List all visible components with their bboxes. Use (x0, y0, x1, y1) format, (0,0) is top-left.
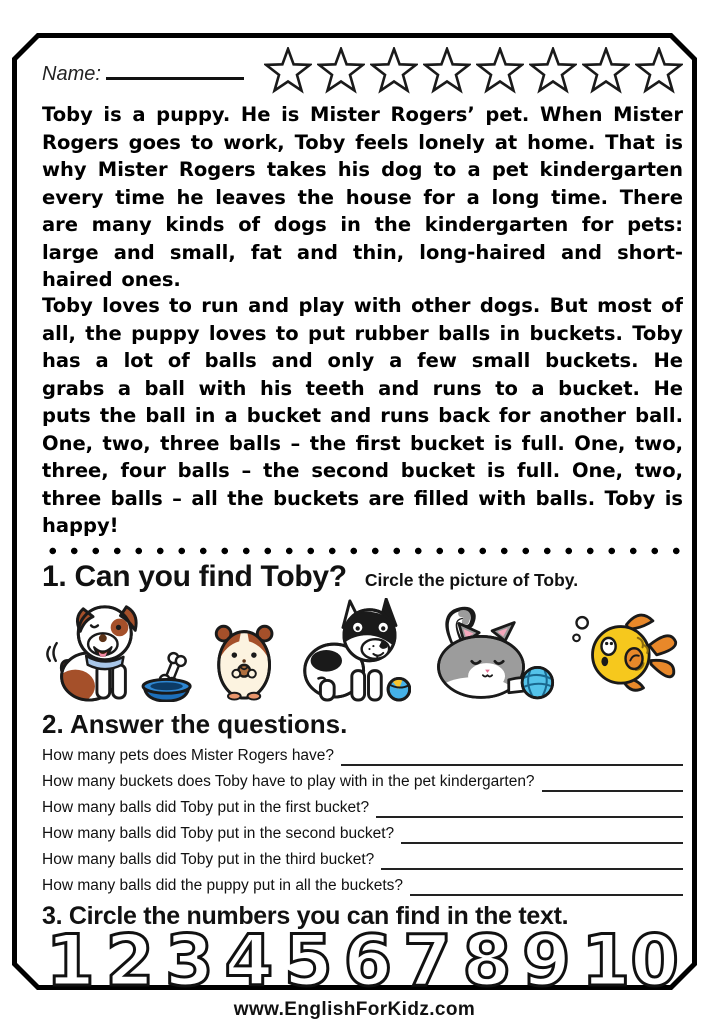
question-label: How many buckets does Toby have to play with in the pet kindergarten? (42, 773, 535, 791)
question-label: How many balls did Toby put in the third bucket? (42, 851, 375, 869)
question-label: How many pets does Mister Rogers have? (42, 747, 335, 765)
header-row (42, 47, 683, 96)
circle-number[interactable]: 4 (224, 920, 274, 990)
answer-blank[interactable] (376, 796, 683, 818)
question-row (42, 870, 683, 896)
worksheet-content (12, 33, 697, 990)
goldfish-image[interactable] (568, 602, 683, 702)
answer-blank[interactable] (401, 822, 683, 844)
numbers-row (42, 920, 683, 990)
stars-row (264, 47, 683, 94)
animals-row (42, 596, 683, 702)
star-icon (582, 47, 630, 94)
french-bulldog-image[interactable] (291, 598, 411, 702)
circle-number[interactable]: 1 (46, 920, 95, 990)
answer-blank[interactable] (542, 770, 683, 792)
circle-number[interactable]: 5 (284, 920, 333, 990)
question-row (42, 844, 683, 870)
question-label: How many balls did the puppy put in all the buckets? (42, 877, 404, 895)
story-paragraph-1: Toby is a puppy. He is Mister Rogers’ pet. When Mister Rogers goes to work, Toby feels lonely at home. That is why Mister Rogers takes his dog to a pet kindergarten every time he leaves the house for a long time. There are many kinds of dogs in the kindergarten for pets: large and small, fat and thin, long-haired and short-haired ones. (42, 103, 683, 292)
star-icon (423, 47, 471, 94)
task3-title: 3. Circle the numbers you can find in the text. (42, 902, 569, 931)
star-icon (635, 47, 683, 94)
question-label: How many balls did Toby put in the first bucket? (42, 799, 370, 817)
star-icon (370, 47, 418, 94)
name-blank[interactable] (106, 71, 244, 80)
task2-title: 2. Answer the questions. (42, 709, 348, 740)
circle-number[interactable]: 10 (581, 920, 679, 990)
question-row (42, 818, 683, 844)
puppy-image[interactable] (42, 598, 197, 702)
task1-title: 1. Can you find Toby? (42, 559, 347, 593)
circle-number[interactable]: 7 (403, 920, 452, 990)
circle-number[interactable]: 6 (343, 920, 393, 990)
question-row (42, 766, 683, 792)
star-icon (476, 47, 524, 94)
task1-heading (42, 560, 683, 596)
circle-number[interactable]: 8 (462, 920, 512, 990)
questions-list (42, 740, 683, 896)
circle-number[interactable]: 3 (165, 920, 214, 990)
star-icon (317, 47, 365, 94)
star-icon (529, 47, 577, 94)
footer-website: www.EnglishForKidz.com (233, 999, 476, 1020)
story-paragraph-2: Toby loves to run and play with other dogs. But most of all, the puppy loves to put rubber balls in buckets. Toby has a lot of balls and only a few small buckets. He grabs a ball with his teeth and runs to a bucket. He puts the ball in a bucket and runs back for another ball. One, two, three balls – the first bucket is full. One, two, three, four balls – the second bucket is full. One, two, three balls – all the buckets are filled with balls. Toby is happy! (42, 294, 683, 538)
question-label: How many balls did Toby put in the second bucket? (42, 825, 395, 843)
circle-number[interactable]: 9 (522, 920, 571, 990)
name-field (42, 47, 244, 86)
dotted-separator (42, 547, 681, 555)
hamster-image[interactable] (206, 616, 282, 702)
cat-image[interactable] (420, 604, 559, 702)
question-row (42, 740, 683, 766)
name-label: Name: (42, 63, 101, 85)
circle-number[interactable]: 2 (105, 920, 155, 990)
answer-blank[interactable] (341, 744, 683, 766)
task1-instruction: Circle the picture of Toby. (364, 569, 579, 590)
answer-blank[interactable] (381, 848, 683, 870)
answer-blank[interactable] (410, 874, 683, 896)
question-row (42, 792, 683, 818)
star-icon (264, 47, 312, 94)
